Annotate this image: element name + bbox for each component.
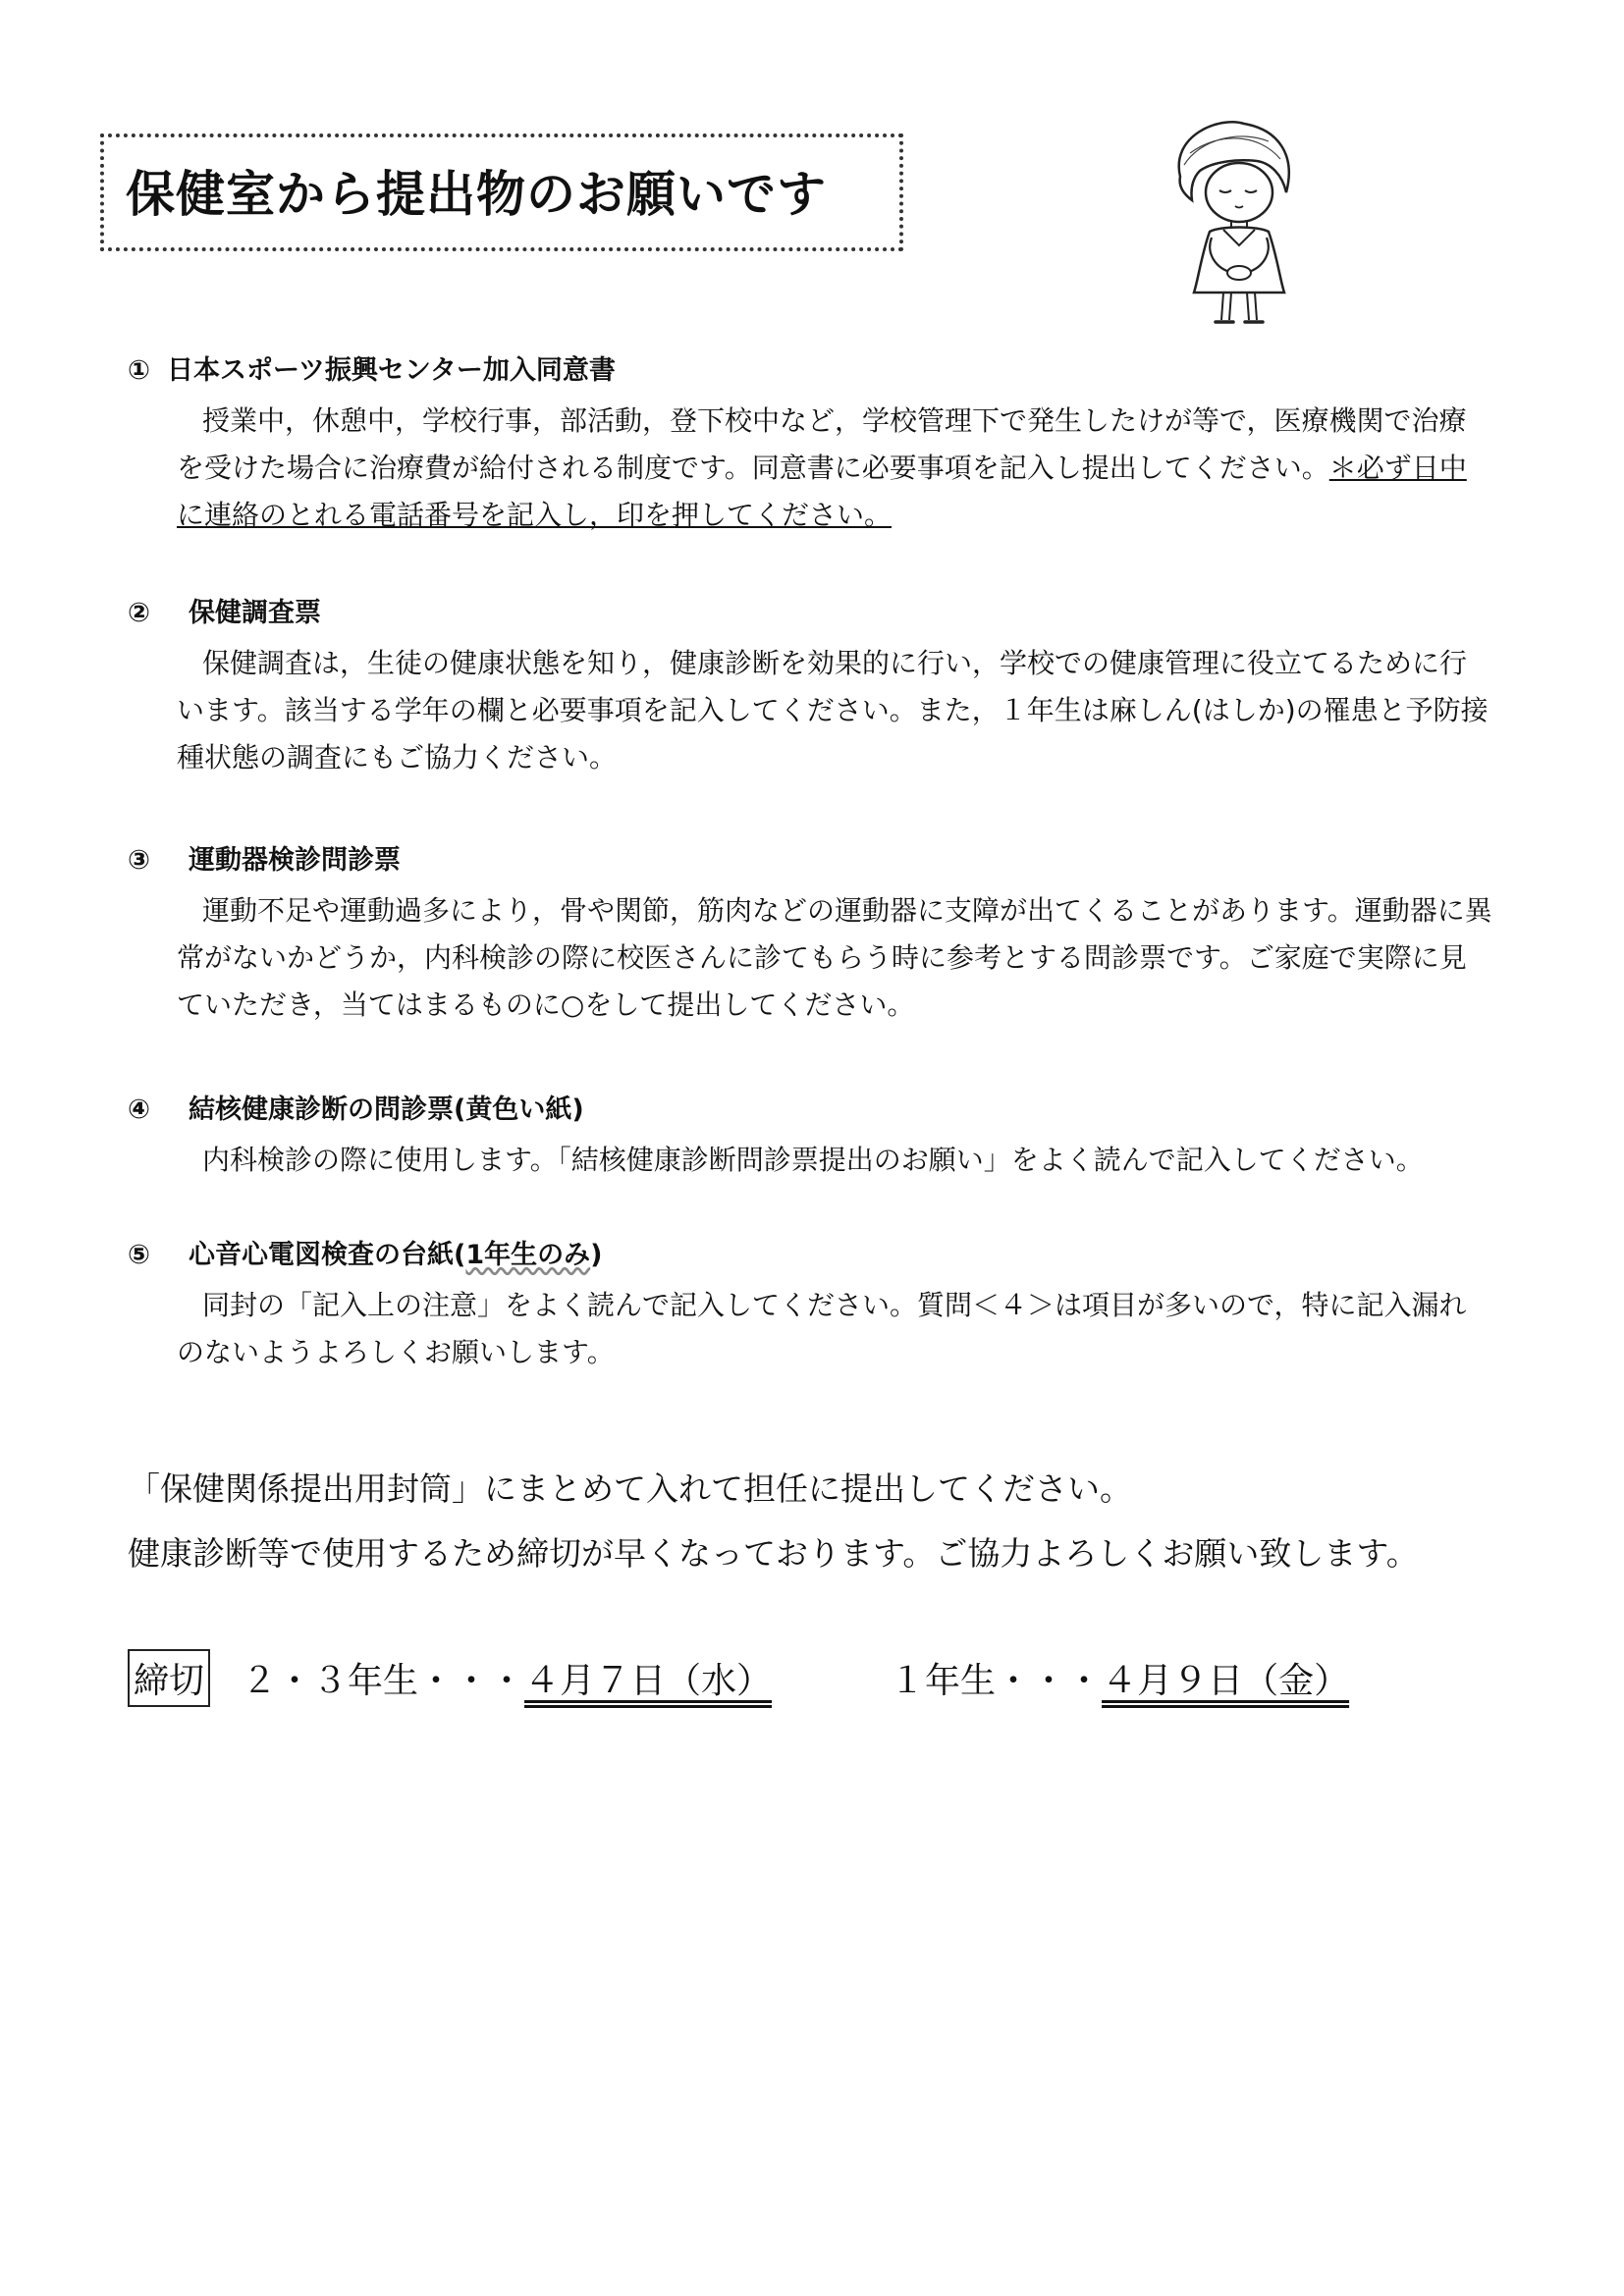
- deadline-label: 締切: [128, 1649, 210, 1707]
- item-heading: [128, 838, 1502, 878]
- item-heading-post: ): [590, 1240, 603, 1270]
- item-tuberculosis-questionnaire: [128, 1088, 1502, 1184]
- legs: [1221, 293, 1257, 320]
- item-body-text: 授業中，休憩中，学校行事，部活動，登下校中など，学校管理下で発生したけが等で，医療機関で治療を受けた場合に治療費が給付される制度です。同意書に必要事項を記入し提出してください。: [177, 404, 1467, 484]
- item-number: ③: [128, 845, 150, 876]
- hands: [1227, 266, 1251, 280]
- item-heading-text: 日本スポーツ振興センター加入同意書: [167, 355, 616, 386]
- body-dress: [1194, 228, 1284, 294]
- item-heading-pre: 心音心電図検査の台紙(: [189, 1240, 466, 1270]
- item-body: [177, 887, 1492, 1029]
- deadline-date-grade1: ４月９日（金）: [1102, 1661, 1350, 1701]
- item-ecg-sheet: [128, 1233, 1502, 1376]
- deadline-grade1: １年生・・・: [890, 1661, 1103, 1701]
- item-body: [177, 398, 1492, 539]
- item-body-text: 同封の「記入上の注意」をよく読んで記入してください。質問＜４＞は項目が多いので，特に記入漏れのないようよろしくお願いします。: [177, 1289, 1467, 1368]
- item-number: ②: [128, 598, 150, 628]
- item-body: [177, 640, 1492, 781]
- closing-message: [128, 1457, 1419, 1586]
- deadline-grade23: ２・３年生・・・: [242, 1661, 525, 1701]
- item-heading-text: 運動器検診問診票: [189, 845, 401, 876]
- item-emphasis: ＊必ず日中に連絡のとれる電話番号を記入し，印を押してください。: [177, 452, 1467, 531]
- item-heading: [128, 1088, 1502, 1127]
- item-heading-text: [189, 1233, 602, 1271]
- closing-line-envelope: 「保健関係提出用封筒」にまとめて入れて担任に提出してください。: [128, 1469, 1132, 1508]
- item-body: [177, 1137, 1492, 1184]
- item-body: [177, 1282, 1492, 1376]
- item-number: ①: [128, 355, 150, 386]
- item-heading: [128, 1233, 1502, 1272]
- item-number: ⑤: [128, 1240, 150, 1270]
- item-heading: [128, 348, 1502, 388]
- item-locomotor-questionnaire: [128, 838, 1502, 1029]
- deadline-line: [128, 1649, 1349, 1707]
- item-heading-first-year-only: 1年生のみ: [465, 1240, 591, 1270]
- closing-line-thanks: 健康診断等で使用するため締切が早くなっております。ご協力よろしくお願い致します。: [128, 1534, 1419, 1573]
- item-body-text: 内科検診の際に使用します。「結核健康診断問診票提出のお願い」をよく読んで記入してください。: [202, 1144, 1424, 1176]
- face: [1206, 163, 1272, 222]
- item-heading-text: 結核健康診断の問診票(黄色い紙): [189, 1095, 584, 1125]
- deadline-date-grade23: ４月７日（水）: [524, 1661, 773, 1701]
- item-health-survey: [128, 591, 1502, 781]
- item-sports-center-consent: [128, 348, 1502, 539]
- item-heading-text: 保健調査票: [189, 598, 321, 628]
- item-body-text: 保健調査は，生徒の健康状態を知り，健康診断を効果的に行い，学校での健康管理に役立てるために行います。該当する学年の欄と必要事項を記入してください。また，１年生は麻しん(はしか)の罹患と予防接種状態の調査にもご協力ください。: [177, 647, 1489, 774]
- item-heading: [128, 591, 1502, 630]
- page-title: 保健室から提出物のお願いです: [126, 166, 827, 223]
- item-body-text: 運動不足や運動過多により，骨や関節，筋肉などの運動器に支障が出てくることがあります。運動器に異常がないかどうか，内科検診の際に校医さんに診てもらう時に参考とする問診票です。ご家庭で実際に見ていただき，当てはまるものに○をして提出してください。: [177, 894, 1492, 1021]
- title-box: [100, 133, 903, 251]
- item-number: ④: [128, 1095, 150, 1125]
- nurse-bowing-illustration: [1151, 116, 1318, 328]
